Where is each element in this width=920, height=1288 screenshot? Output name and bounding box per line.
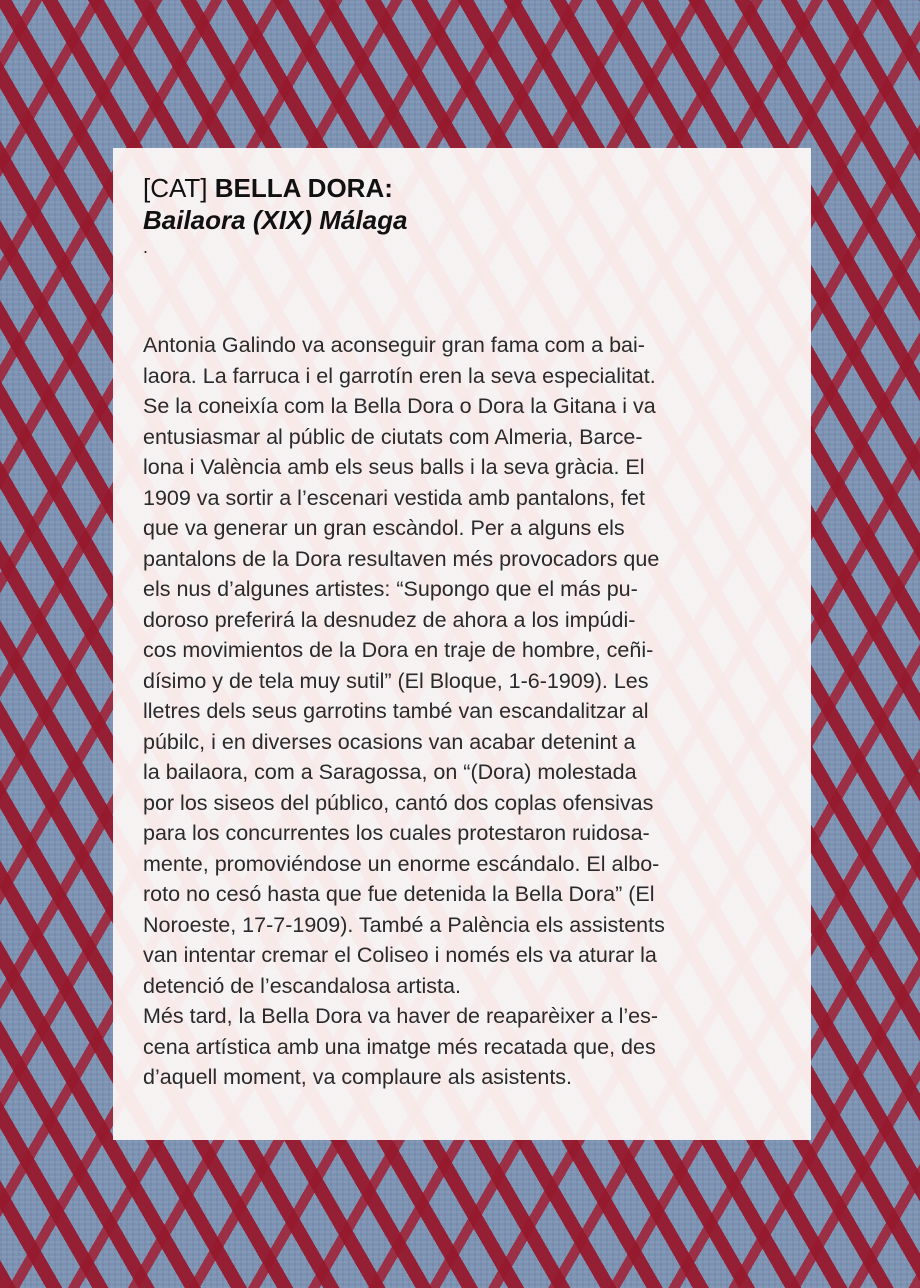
- page-subtitle: Bailaora (XIX) Málaga: [143, 205, 408, 235]
- language-tag: [CAT]: [143, 173, 208, 203]
- page-title: [143, 172, 781, 204]
- title-name: BELLA DORA:: [214, 173, 393, 203]
- biography-text: Antonia Galindo va aconseguir gran fama com a bai- laora. La farruca i el garrotín eren la seva especialitat. Se la coneixía com la Bella Dora o Dora la Gitana i va entusiasmar al públic de ciutats com Almeria, Barce- lona i València amb els seus balls i la seva gràcia. El 1909 va sortir a l’escenari vestida amb pantalons, fet que va generar un gran escàndol. Per a alguns els pantalons de la Dora resultaven més provocadors que els nus d’algunes artistes: “Supongo que el más pu- doroso preferirá la desnudez de ahora a los impúdi- cos movimientos de la Dora en traje de hombre, ceñi- dísimo y de tela muy sutil” (El Bloque, 1-6-1909). Les lletres dels seus garrotins també van escandalitzar al púbilc, i en diverses ocasions van acabar detenint a la bailaora, com a Saragossa, on “(Dora) molestada por los siseos del público, cantó dos coplas ofensivas para los concurrentes los cuales protestaron ruidosa- mente, promoviéndose un enorme escándalo. El albo- roto no cesó hasta que fue detenida la Bella Dora” (El Noroeste, 17-7-1909). També a Palència els assistents van intentar cremar el Coliseo i només els va aturar la detenció de l’escandalosa artista. Més tard, la Bella Dora va haver de reaparèixer a l’es- cena artística amb una imatge més recatada que, des d’aquell moment, va complaure als asistents.: [143, 333, 665, 1089]
- text-panel: [113, 148, 811, 1140]
- separator-dot: .: [143, 237, 149, 257]
